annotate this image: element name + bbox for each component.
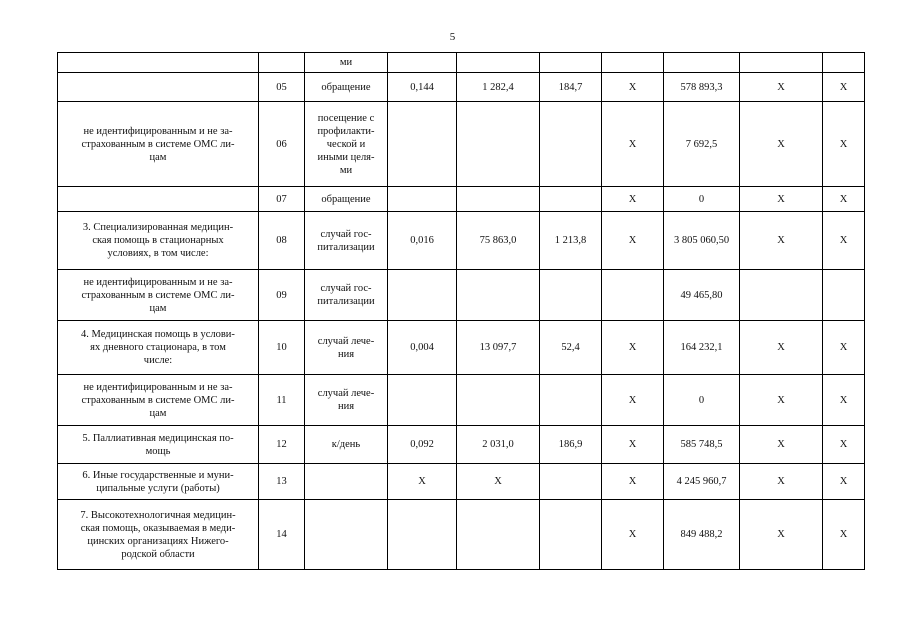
col7-cell: X [823, 212, 865, 270]
row-name-cell: не идентифицированным и не за- страхованным в системе ОМС ли- цам [58, 375, 259, 426]
col6-cell [740, 53, 823, 73]
col1-cell [388, 102, 457, 187]
row-name-cell: не идентифицированным и не за- страхованным в системе ОМС ли- цам [58, 270, 259, 321]
col5-cell: 49 465,80 [664, 270, 740, 321]
col5-cell: 4 245 960,7 [664, 464, 740, 500]
col2-cell [457, 187, 540, 212]
col5-cell: 0 [664, 187, 740, 212]
col2-cell: 75 863,0 [457, 212, 540, 270]
row-name-cell: не идентифицированным и не за- страхованным в системе ОМС ли- цам [58, 102, 259, 187]
col3-cell [540, 375, 602, 426]
row-name-cell [58, 73, 259, 102]
row-name-cell: 4. Медицинская помощь в услови- ях дневного стационара, в том числе: [58, 321, 259, 375]
col6-cell: X [740, 500, 823, 570]
col4-cell: X [602, 321, 664, 375]
table-row [58, 102, 865, 187]
row-code-cell: 08 [259, 212, 305, 270]
col3-cell [540, 53, 602, 73]
row-code-cell: 09 [259, 270, 305, 321]
col5-cell: 578 893,3 [664, 73, 740, 102]
table-row [58, 426, 865, 464]
col7-cell: X [823, 102, 865, 187]
col3-cell [540, 270, 602, 321]
col1-cell [388, 500, 457, 570]
table-row [58, 500, 865, 570]
col2-cell [457, 102, 540, 187]
col3-cell: 1 213,8 [540, 212, 602, 270]
unit-cell: случай гос- питализации [305, 212, 388, 270]
row-name-cell: 3. Специализированная медицин- ская помощь в стационарных условиях, в том числе: [58, 212, 259, 270]
col1-cell [388, 270, 457, 321]
col2-cell: X [457, 464, 540, 500]
row-code-cell: 05 [259, 73, 305, 102]
col2-cell [457, 53, 540, 73]
unit-cell: случай гос- питализации [305, 270, 388, 321]
col1-cell [388, 375, 457, 426]
col1-cell: 0,144 [388, 73, 457, 102]
table-row [58, 212, 865, 270]
col7-cell [823, 53, 865, 73]
col5-cell: 0 [664, 375, 740, 426]
row-code-cell [259, 53, 305, 73]
row-code-cell: 07 [259, 187, 305, 212]
unit-cell: обращение [305, 187, 388, 212]
col2-cell: 1 282,4 [457, 73, 540, 102]
table-row [58, 464, 865, 500]
col5-cell: 3 805 060,50 [664, 212, 740, 270]
unit-cell: случай лече- ния [305, 321, 388, 375]
col3-cell [540, 464, 602, 500]
col7-cell: X [823, 426, 865, 464]
col7-cell [823, 270, 865, 321]
row-code-cell: 06 [259, 102, 305, 187]
col5-cell: 585 748,5 [664, 426, 740, 464]
col5-cell: 849 488,2 [664, 500, 740, 570]
row-name-cell: 6. Иные государственные и муни- ципальные услуги (работы) [58, 464, 259, 500]
col1-cell: 0,092 [388, 426, 457, 464]
col6-cell: X [740, 187, 823, 212]
col6-cell: X [740, 321, 823, 375]
col6-cell: X [740, 102, 823, 187]
col2-cell [457, 500, 540, 570]
row-name-cell: 5. Паллиативная медицинская по- мощь [58, 426, 259, 464]
table-row [58, 53, 865, 73]
col3-cell: 184,7 [540, 73, 602, 102]
page-number: 5 [449, 31, 456, 43]
unit-cell [305, 500, 388, 570]
col4-cell [602, 53, 664, 73]
col7-cell: X [823, 321, 865, 375]
col3-cell [540, 500, 602, 570]
col4-cell: X [602, 73, 664, 102]
col1-cell: 0,016 [388, 212, 457, 270]
col2-cell: 2 031,0 [457, 426, 540, 464]
row-code-cell: 14 [259, 500, 305, 570]
unit-cell: случай лече- ния [305, 375, 388, 426]
table-row [58, 321, 865, 375]
row-code-cell: 12 [259, 426, 305, 464]
table-row [58, 73, 865, 102]
col7-cell: X [823, 464, 865, 500]
col4-cell: X [602, 102, 664, 187]
row-code-cell: 13 [259, 464, 305, 500]
col5-cell: 164 232,1 [664, 321, 740, 375]
col3-cell [540, 187, 602, 212]
col1-cell [388, 187, 457, 212]
table-row [58, 375, 865, 426]
table-row [58, 187, 865, 212]
col2-cell: 13 097,7 [457, 321, 540, 375]
unit-cell [305, 464, 388, 500]
col4-cell: X [602, 500, 664, 570]
col4-cell: X [602, 375, 664, 426]
row-code-cell: 10 [259, 321, 305, 375]
col5-cell: 7 692,5 [664, 102, 740, 187]
col2-cell [457, 375, 540, 426]
col6-cell [740, 270, 823, 321]
col6-cell: X [740, 212, 823, 270]
row-name-cell [58, 187, 259, 212]
col4-cell: X [602, 464, 664, 500]
col6-cell: X [740, 464, 823, 500]
col3-cell [540, 102, 602, 187]
col3-cell: 186,9 [540, 426, 602, 464]
col4-cell [602, 270, 664, 321]
row-name-cell [58, 53, 259, 73]
col5-cell [664, 53, 740, 73]
col1-cell: 0,004 [388, 321, 457, 375]
col7-cell: X [823, 187, 865, 212]
col4-cell: X [602, 187, 664, 212]
row-code-cell: 11 [259, 375, 305, 426]
unit-cell: ми [305, 53, 388, 73]
unit-cell: посещение с профилакти- ческой и иными целя- ми [305, 102, 388, 187]
col7-cell: X [823, 375, 865, 426]
col1-cell [388, 53, 457, 73]
unit-cell: к/день [305, 426, 388, 464]
col3-cell: 52,4 [540, 321, 602, 375]
col6-cell: X [740, 73, 823, 102]
col2-cell [457, 270, 540, 321]
col4-cell: X [602, 212, 664, 270]
col6-cell: X [740, 375, 823, 426]
col6-cell: X [740, 426, 823, 464]
row-name-cell: 7. Высокотехнологичная медицин- ская помощь, оказываемая в меди- цинских организациях Нижего- родской области [58, 500, 259, 570]
unit-cell: обращение [305, 73, 388, 102]
col1-cell: X [388, 464, 457, 500]
col7-cell: X [823, 500, 865, 570]
table-row [58, 270, 865, 321]
col4-cell: X [602, 426, 664, 464]
data-table [57, 52, 865, 570]
col7-cell: X [823, 73, 865, 102]
